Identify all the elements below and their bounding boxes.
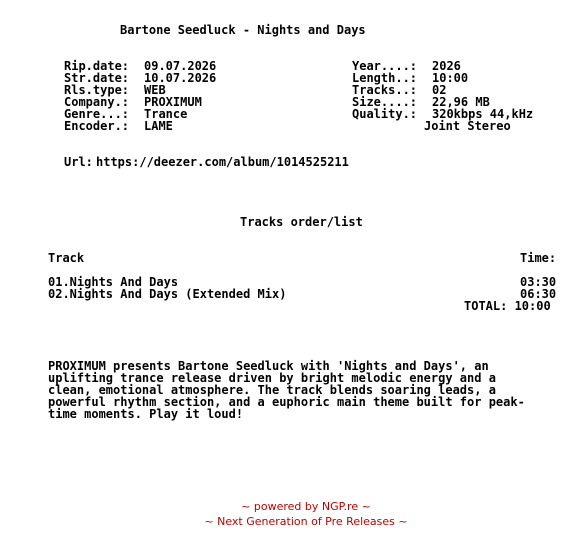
track-title: 02.Nights And Days (Extended Mix)	[48, 287, 287, 301]
year-value: 2026	[432, 59, 461, 73]
rls-type-label: Rls.type:	[64, 83, 130, 97]
description-line: uplifting trance release driven by bright melodic energy and a	[48, 371, 496, 385]
tracks-heading: Tracks order/list	[240, 215, 363, 229]
year-label: Year....:	[352, 59, 418, 73]
powered-by-text: ~ powered by NGP.re ~	[241, 500, 371, 513]
total-time: TOTAL: 10:00	[464, 299, 551, 313]
str-date-value: 10.07.2026	[144, 71, 217, 85]
description-line: PROXIMUM presents Bartone Seedluck with 'Nights and Days', an	[48, 359, 489, 373]
description-line: clean, emotional atmosphere. The track blends soaring leads, a	[48, 383, 496, 397]
stereo-value: Joint Stereo	[424, 119, 511, 133]
length-value: 10:00	[432, 71, 469, 85]
track-time: 06:30	[520, 287, 557, 301]
tracks-value: 02	[432, 83, 447, 97]
track-title: 01.Nights And Days	[48, 275, 179, 289]
footer-tagline: ~ Next Generation of Pre Releases ~	[204, 515, 408, 528]
length-label: Length..:	[352, 71, 418, 85]
encoder-label: Encoder.:	[64, 119, 130, 133]
size-value: 22,96 MB	[432, 95, 490, 109]
company-label: Company.:	[64, 95, 130, 109]
encoder-value: LAME	[144, 119, 173, 133]
page-title: Bartone Seedluck - Nights and Days	[120, 23, 366, 37]
size-label: Size....:	[352, 95, 418, 109]
track-column-header: Track	[48, 251, 85, 265]
url-label: Url:	[64, 155, 93, 169]
rip-date-value: 09.07.2026	[144, 59, 217, 73]
tracks-label: Tracks..:	[352, 83, 418, 97]
company-value: PROXIMUM	[144, 95, 202, 109]
rip-date-label: Rip.date:	[64, 59, 130, 73]
description-line: powerful rhythm section, and a euphoric main theme built for peak-	[48, 395, 525, 409]
quality-label: Quality.:	[352, 107, 418, 121]
genre-value: Trance	[144, 107, 188, 121]
quality-value: 320kbps 44,kHz	[432, 107, 534, 121]
str-date-label: Str.date:	[64, 71, 130, 85]
genre-label: Genre...:	[64, 107, 130, 121]
track-time: 03:30	[520, 275, 557, 289]
description-line: time moments. Play it loud!	[48, 407, 244, 421]
album-url-link[interactable]: https://deezer.com/album/1014525211	[96, 155, 349, 169]
rls-type-value: WEB	[144, 83, 166, 97]
time-column-header: Time:	[520, 251, 557, 265]
